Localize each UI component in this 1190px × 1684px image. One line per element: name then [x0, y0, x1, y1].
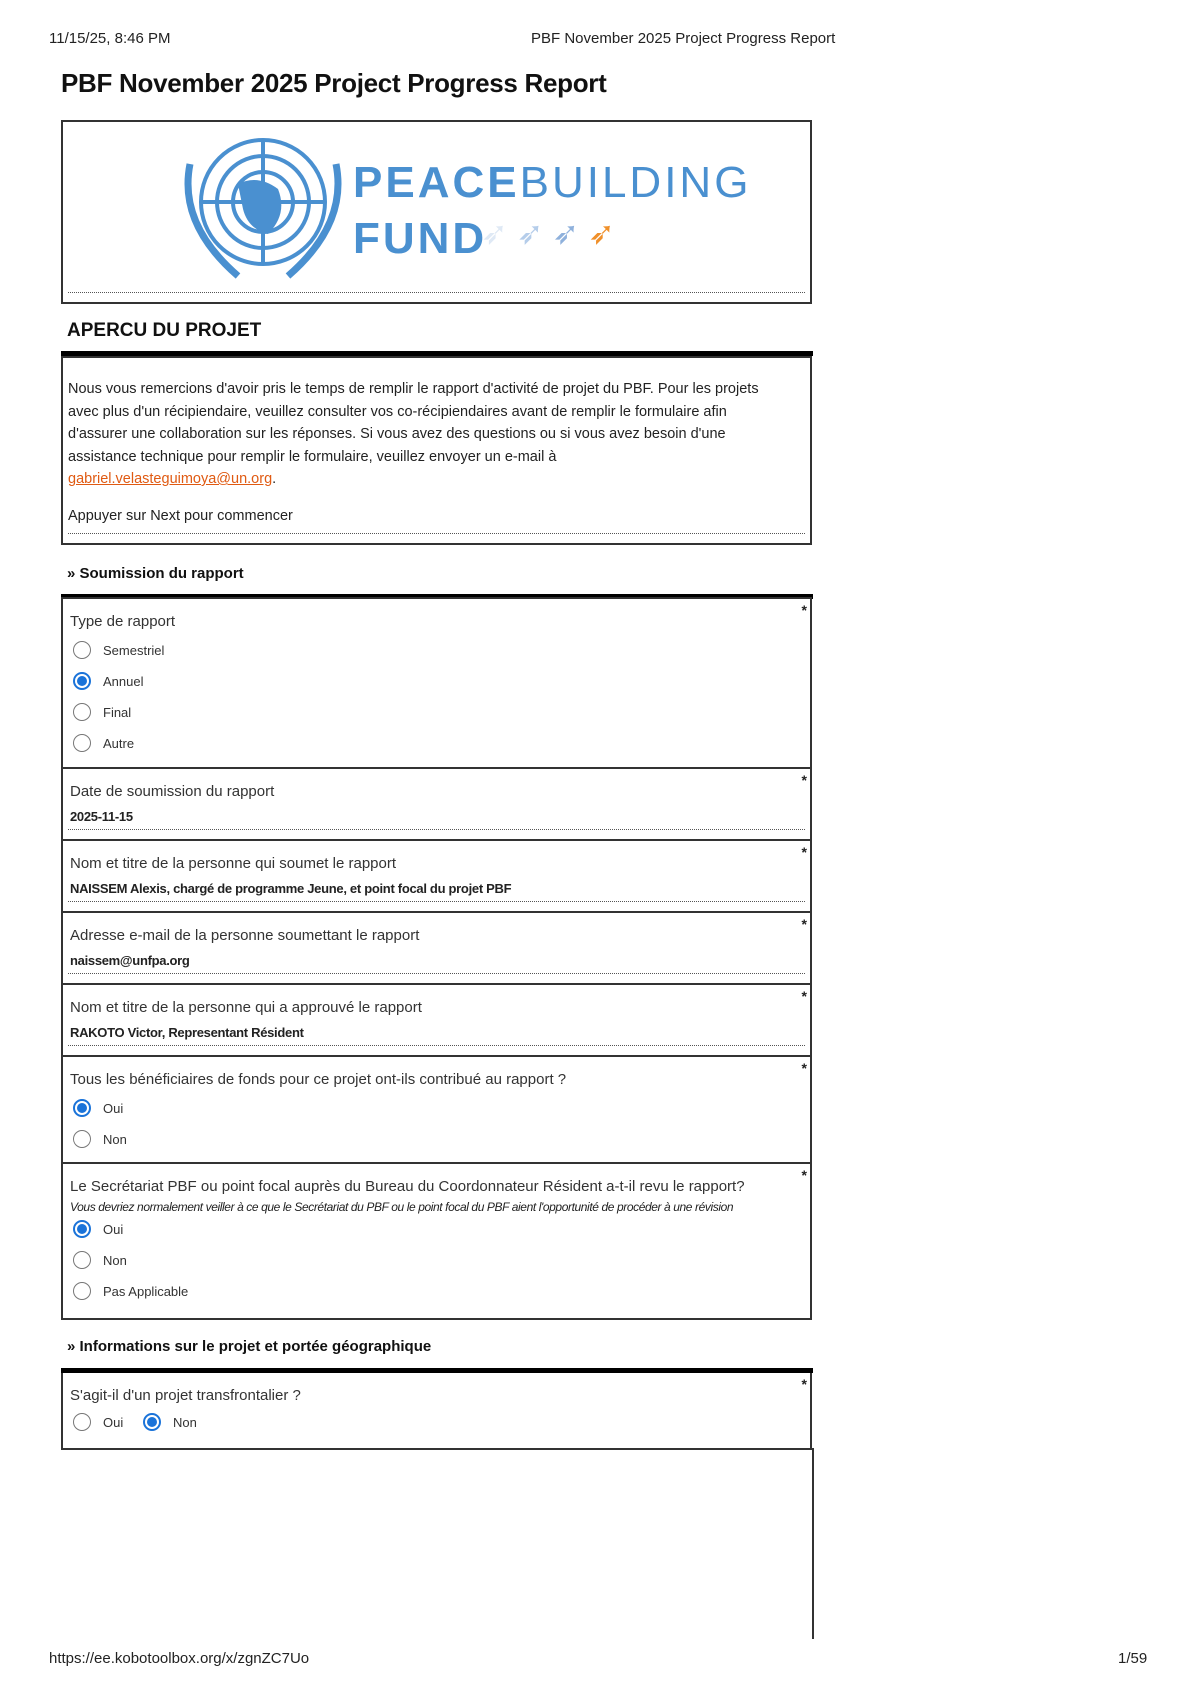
- required-mark: *: [801, 988, 807, 1004]
- radio-label: Pas Applicable: [103, 1283, 189, 1299]
- logo-wordmark: [353, 158, 751, 208]
- required-mark: *: [801, 602, 807, 618]
- print-page-title: PBF November 2025 Project Progress Report: [531, 30, 836, 47]
- radio-button[interactable]: [73, 734, 91, 752]
- radio-label: Semestriel: [103, 642, 165, 658]
- radio-button[interactable]: [73, 703, 91, 721]
- question-review: [61, 1162, 812, 1320]
- radio-label: Non: [103, 1131, 127, 1147]
- required-mark: *: [801, 1060, 807, 1076]
- radio-button[interactable]: [73, 641, 91, 659]
- required-mark: *: [801, 1376, 807, 1392]
- intro-period: .: [272, 471, 277, 487]
- question-type: [61, 597, 812, 769]
- question-label: Type de rapport: [70, 613, 176, 630]
- radio-option-oui[interactable]: [73, 1413, 123, 1431]
- un-emblem-icon: [178, 134, 348, 284]
- doves-icon: ➶ ➶ ➶ ➶: [481, 215, 615, 251]
- logo-fund: FUND: [353, 214, 488, 263]
- logo-box: [61, 120, 812, 304]
- radio-label: Non: [103, 1252, 127, 1268]
- question-label: Date de soumission du rapport: [70, 783, 275, 800]
- radio-button[interactable]: [73, 1251, 91, 1269]
- section-heading-submission: » Soumission du rapport: [67, 565, 244, 582]
- radio-option-autre[interactable]: [73, 734, 134, 752]
- question-label: S'agit-il d'un projet transfrontalier ?: [70, 1387, 301, 1404]
- question-crossborder: [61, 1371, 812, 1450]
- radio-label: Annuel: [103, 673, 144, 689]
- section-heading-overview: APERCU DU PROJET: [67, 320, 262, 341]
- radio-option-semestriel[interactable]: [73, 641, 164, 659]
- radio-label: Autre: [103, 735, 135, 751]
- radio-label: Oui: [103, 1221, 124, 1237]
- question-submitter: [61, 839, 812, 913]
- required-mark: *: [801, 916, 807, 932]
- intro-box: [61, 356, 812, 545]
- radio-option-final[interactable]: [73, 703, 131, 721]
- print-url: https://ee.kobotoolbox.org/x/zgnZC7Uo: [49, 1650, 310, 1667]
- print-datetime: 11/15/25, 8:46 PM: [49, 30, 171, 47]
- question-date: [61, 767, 812, 841]
- radio-button[interactable]: [73, 1099, 91, 1117]
- radio-option-pas-applicable[interactable]: [73, 1282, 188, 1300]
- radio-option-oui[interactable]: [73, 1099, 123, 1117]
- next-instruction: Appuyer sur Next pour commencer: [68, 507, 293, 524]
- radio-label: Final: [103, 704, 132, 720]
- required-mark: *: [801, 844, 807, 860]
- answer-value: 2025-11-15: [70, 809, 133, 824]
- question-email: [61, 911, 812, 985]
- required-mark: *: [801, 772, 807, 788]
- answer-value: naissem@unfpa.org: [70, 953, 190, 968]
- logo-peace: PEACE: [353, 158, 520, 207]
- section-heading-info: » Informations sur le projet et portée géographique: [67, 1338, 432, 1355]
- radio-label: Oui: [103, 1414, 124, 1430]
- radio-option-non[interactable]: [73, 1130, 127, 1148]
- required-mark: *: [801, 1167, 807, 1183]
- radio-label: Non: [173, 1414, 197, 1430]
- support-email-link[interactable]: gabriel.velasteguimoya@un.org: [68, 471, 273, 487]
- question-label: Nom et titre de la personne qui a approuvé le rapport: [70, 999, 422, 1016]
- question-contrib: [61, 1055, 812, 1164]
- radio-button[interactable]: [73, 1130, 91, 1148]
- question-label: Tous les bénéficiaires de fonds pour ce projet ont-ils contribué au rapport ?: [70, 1071, 567, 1088]
- radio-option-non[interactable]: [73, 1251, 127, 1269]
- question-label: Nom et titre de la personne qui soumet le rapport: [70, 855, 397, 872]
- question-approver: [61, 983, 812, 1057]
- radio-label: Oui: [103, 1100, 124, 1116]
- radio-button[interactable]: [73, 672, 91, 690]
- radio-button[interactable]: [73, 1282, 91, 1300]
- radio-option-non[interactable]: [143, 1413, 197, 1431]
- page-title: PBF November 2025 Project Progress Report: [61, 68, 607, 98]
- intro-text: Nous vous remercions d'avoir pris le temps de remplir le rapport d'activité de projet du PBF. Pour les projets avec plus d'un récipiendaire, veuillez consulter vos co-récipiendaires avant de remplir le formulaire afin d'assurer une collaboration sur les réponses. Si vous avez des questions ou si vous avez besoin d'une assistance technique pour remplir le formulaire, veuillez envoyer un e-mail à: [68, 381, 759, 465]
- question-hint: Vous devriez normalement veiller à ce que le Secrétariat du PBF ou le point focal du PBF aient l'opportunité de procéder à une révision: [70, 1200, 734, 1214]
- radio-button[interactable]: [143, 1413, 161, 1431]
- answer-value: NAISSEM Alexis, chargé de programme Jeune, et point focal du projet PBF: [70, 881, 512, 896]
- radio-option-annuel[interactable]: [73, 672, 143, 690]
- radio-button[interactable]: [73, 1220, 91, 1238]
- answer-value: RAKOTO Victor, Representant Résident: [70, 1025, 304, 1040]
- logo-building: BUILDING: [519, 158, 752, 207]
- radio-option-oui[interactable]: [73, 1220, 123, 1238]
- question-label: Adresse e-mail de la personne soumettant le rapport: [70, 927, 420, 944]
- print-page-count: 1/59: [1118, 1650, 1148, 1667]
- radio-button[interactable]: [73, 1413, 91, 1431]
- question-label: Le Secrétariat PBF ou point focal auprès du Bureau du Coordonnateur Résident a-t-il revu le rapport?: [70, 1178, 745, 1195]
